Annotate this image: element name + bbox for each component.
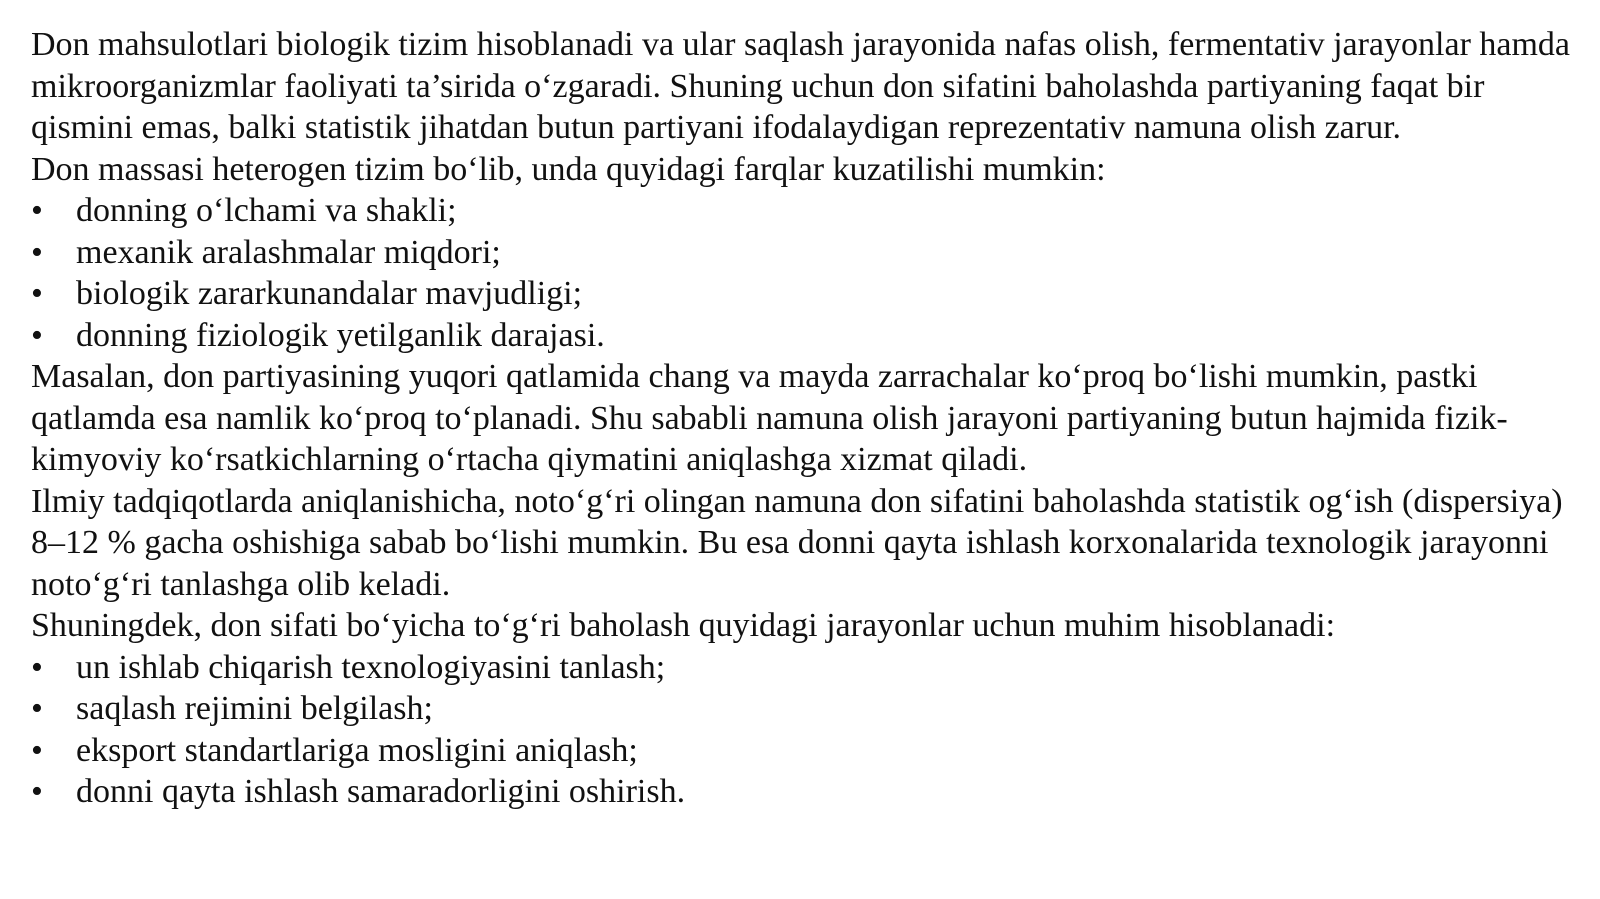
list-item [31,730,1576,772]
paragraph-heterogeneity: Don massasi heterogen tizim bo‘lib, unda quyidagi farqlar kuzatilishi mumkin: [31,150,1106,188]
bullet-icon: • [31,316,43,354]
list-item [31,315,1576,357]
list-item-text: saqlash rejimini belgilash; [76,690,433,727]
paragraph-research: Ilmiy tadqiqotlarda aniqlanishicha, noto‘g‘ri olingan namuna don sifatini baholashda statistik og‘ish (dispersiya) 8–12 % gacha oshishiga sabab bo‘lishi mumkin. Bu esa donni qayta ishlash korxonalarida texnologik jarayonni noto‘g‘ri tanlashga olib keladi. [31,482,1563,603]
list-item-text: eksport standartlariga mosligini aniqlash; [76,731,638,769]
bullet-list-processes [31,647,1576,813]
paragraph-importance: Shuningdek, don sifati bo‘yicha to‘g‘ri baholash quyidagi jarayonlar uchun muhim hisoblanadi: [31,607,1336,644]
bullet-icon: • [31,690,43,727]
bullet-icon: • [31,192,43,229]
list-item-text: un ishlab chiqarish texnologiyasini tanlash; [76,648,666,686]
bullet-icon: • [31,233,43,271]
bullet-icon: • [31,731,43,769]
paragraph-example: Masalan, don partiyasining yuqori qatlamida chang va mayda zarrachalar ko‘proq bo‘lishi mumkin, pastki qatlamda esa namlik ko‘proq to‘planadi. Shu sababli namuna olish jarayoni partiyaning butun hajmida fizik-kimyoviy ko‘rsatkichlarning o‘rtacha qiymatini aniqlashga xizmat qiladi. [31,358,1508,478]
list-item-text: biologik zararkunandalar mavjudligi; [76,275,583,312]
list-item-text: mexanik aralashmalar miqdori; [76,233,501,271]
list-item [31,771,1576,813]
list-item [31,190,1576,232]
bullet-icon: • [31,648,43,686]
list-item [31,273,1576,315]
list-item-text: donni qayta ishlash samaradorligini oshirish. [76,773,686,810]
paragraph-intro: Don mahsulotlari biologik tizim hisoblanadi va ular saqlash jarayonida nafas olish, fermentativ jarayonlar hamda mikroorganizmlar faoliyati ta’sirida o‘zgaradi. Shuning uchun don sifatini baholashda partiyaning faqat bir qismini emas, balki statistik jihatdan butun partiyani ifodalaydigan reprezentativ namuna olish zarur. [31,26,1571,146]
bullet-icon: • [31,275,43,312]
bullet-list-differences [31,190,1576,356]
list-item-text: donning fiziologik yetilganlik darajasi. [76,316,605,354]
document-body [31,24,1576,813]
list-item-text: donning o‘lchami va shakli; [76,192,457,229]
list-item [31,647,1576,689]
bullet-icon: • [31,773,43,810]
list-item [31,232,1576,274]
list-item [31,688,1576,730]
